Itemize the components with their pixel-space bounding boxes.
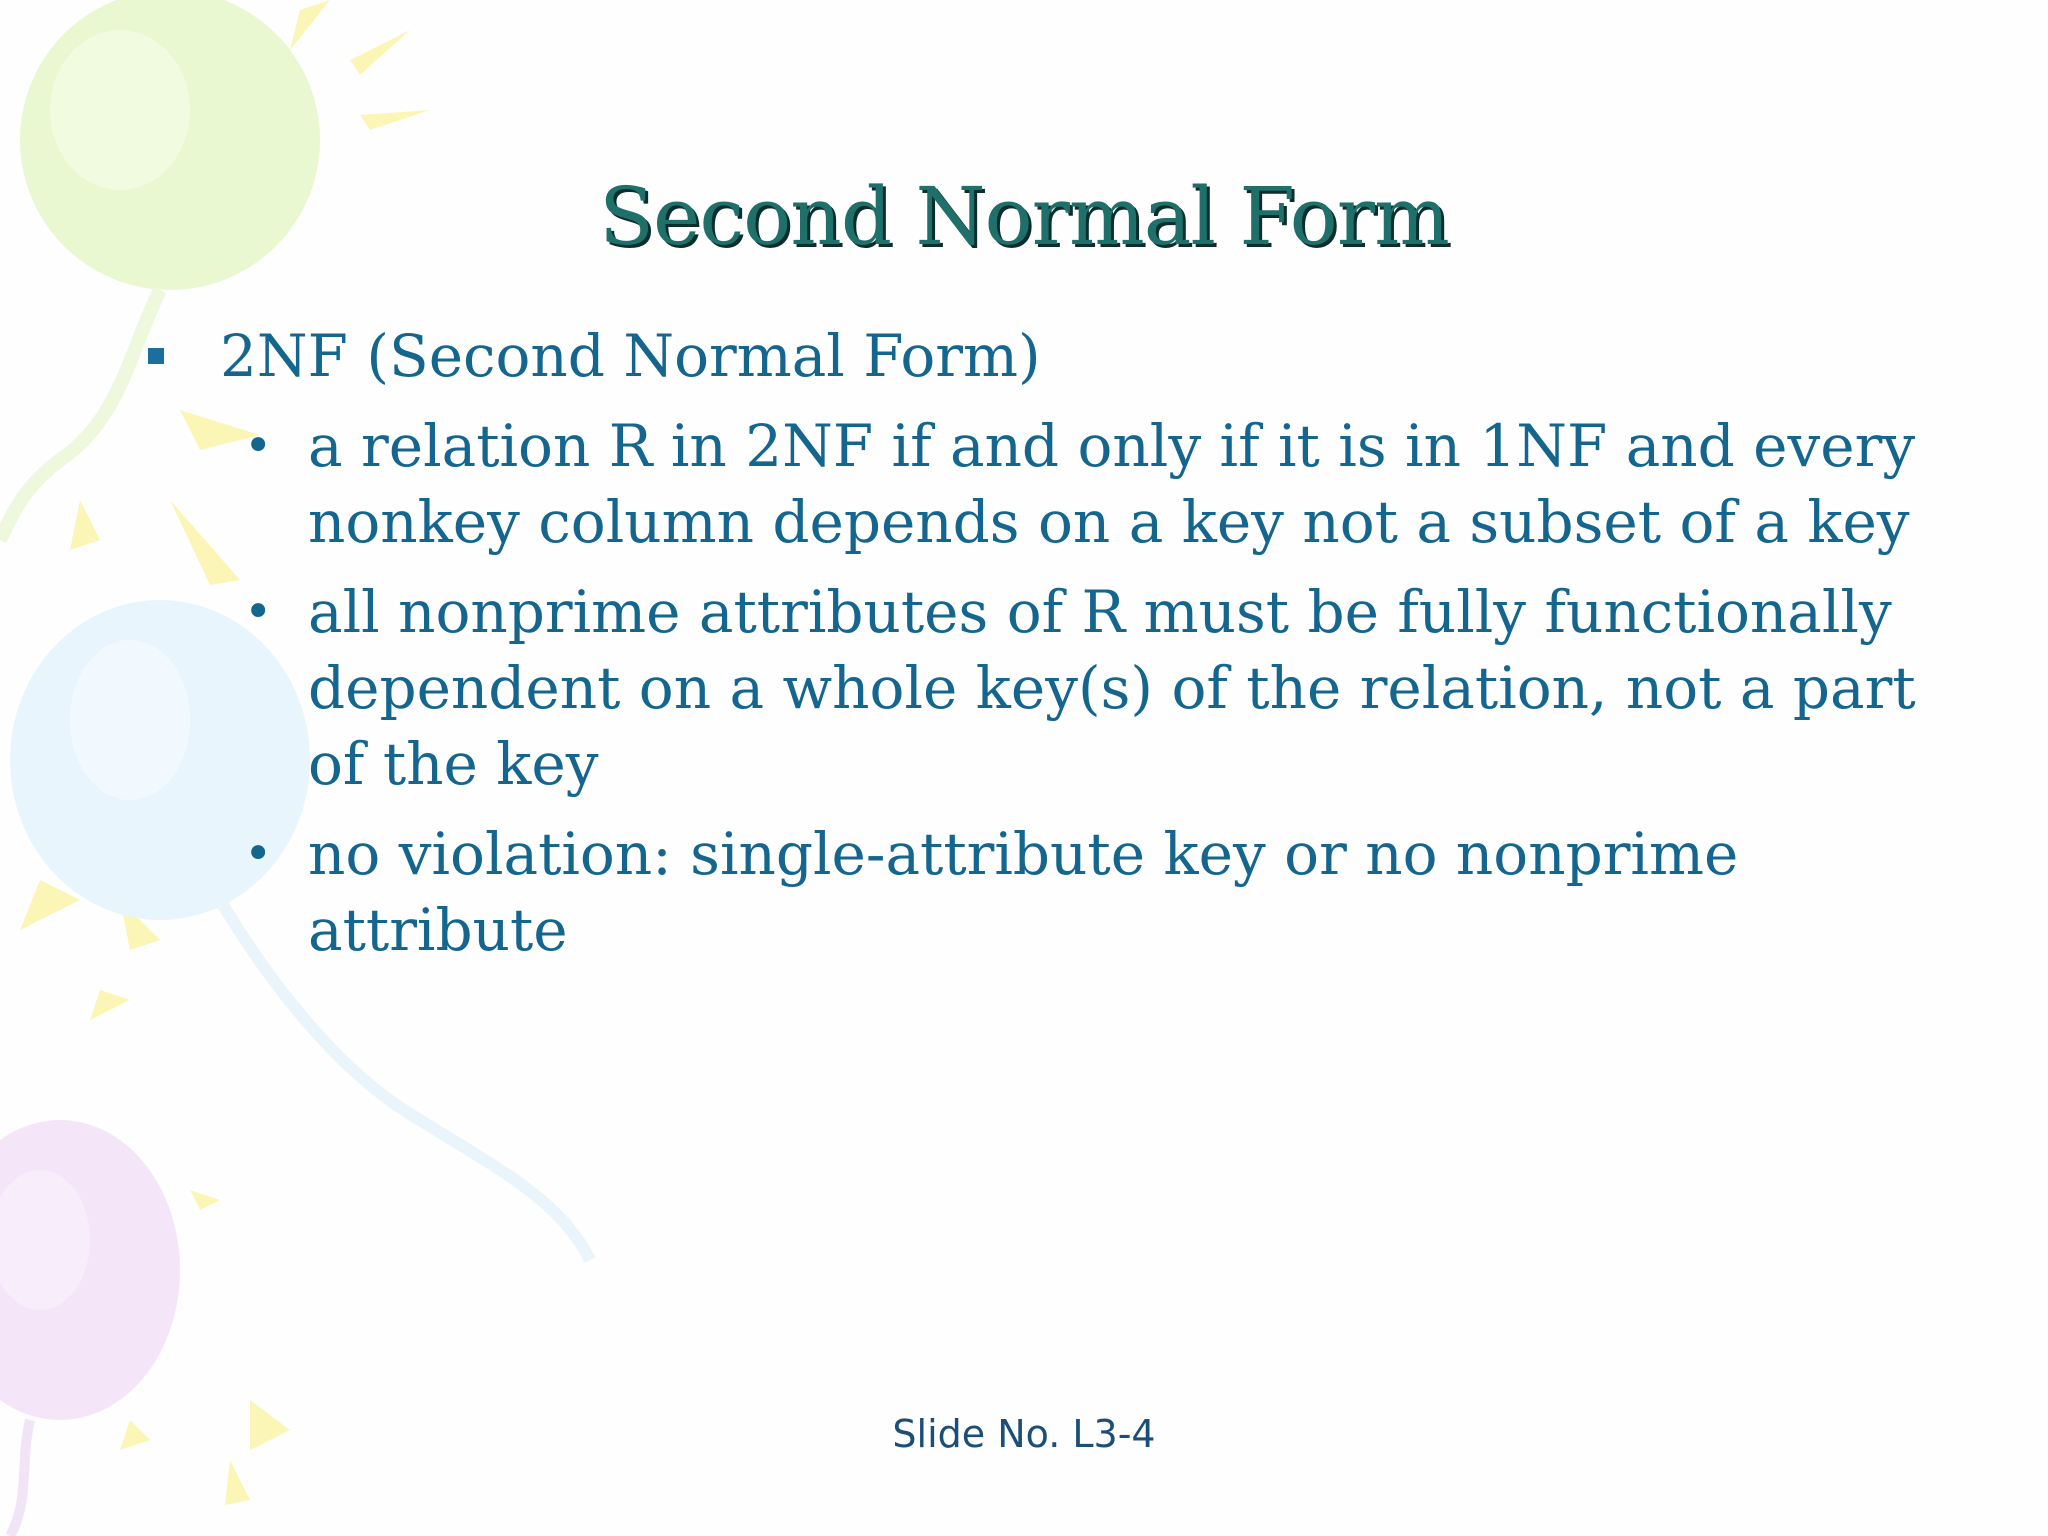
sub-bullet-text: no violation: single-attribute key or no nonprime attribute [308,820,1739,964]
sub-bullet-item [140,574,1928,802]
sub-bullet-text: a relation R in 2NF if and only if it is in 1NF and every nonkey column depends on a key not a subset of a key [308,412,1916,556]
main-bullet-item [140,318,1940,394]
sub-bullet-text: all nonprime attributes of R must be fully functionally dependent on a whole key(s) of the relation, not a part of the key [308,578,1916,798]
slide-title: Second Normal Form [599,170,1449,263]
slide-body [140,318,1940,968]
sub-bullet-item [140,816,1928,968]
slide-number-footer: Slide No. L3-4 [892,1412,1156,1456]
sub-bullet-item [140,408,1928,560]
round-bullet-icon: • [244,418,273,474]
main-bullet-text: 2NF (Second Normal Form) [220,322,1041,390]
square-bullet-icon [148,348,164,364]
round-bullet-icon: • [244,584,273,640]
purple-balloon-decor [0,1120,180,1536]
round-bullet-icon: • [244,826,273,882]
